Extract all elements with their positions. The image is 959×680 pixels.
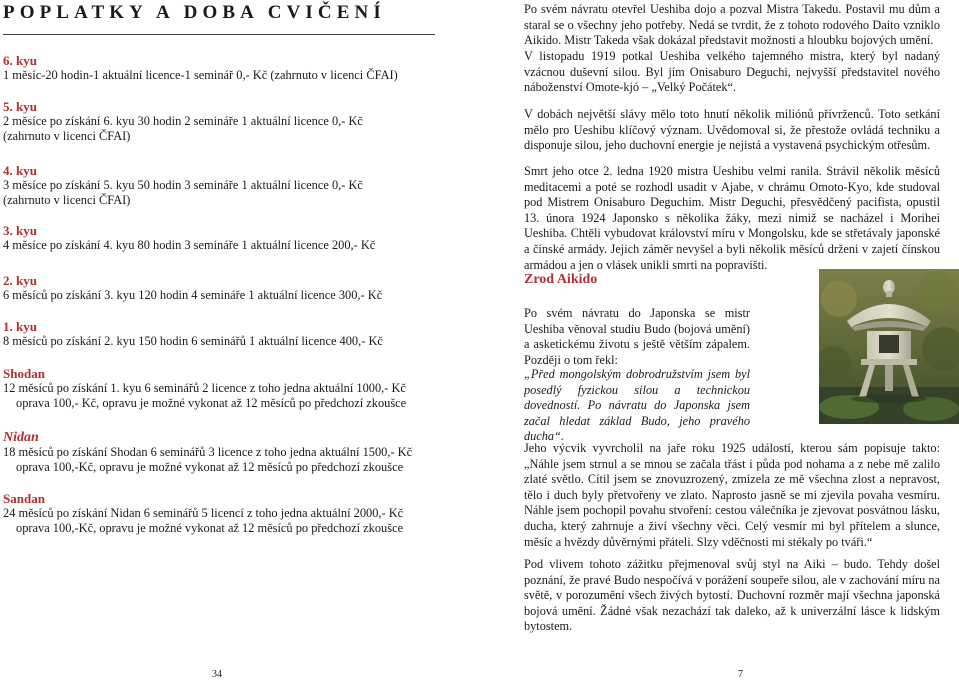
paragraph-2: V listopadu 1919 potkal Ueshiba velkého tajemného mistra, který byl nadaný vzácnou duševní silou. Byl jím Onisaburo Deguchi, nejvyšší představitel nového náboženství Omote-kjó – „Velký Počátek“. bbox=[524, 49, 940, 95]
entry-line: 1 měsíc-20 hodin-1 aktuální licence-1 seminář 0,- Kč (zahrnuto v licenci ČFAI) bbox=[3, 68, 398, 82]
section-subtitle: Zrod Aikido bbox=[524, 272, 598, 287]
entry-sandan bbox=[3, 491, 443, 536]
entry-heading: 5. kyu bbox=[3, 99, 37, 114]
entry-1-kyu bbox=[3, 319, 443, 349]
entry-heading: 2. kyu bbox=[3, 273, 37, 288]
title-divider bbox=[3, 34, 435, 35]
paragraph-7: Pod vlivem tohoto zážitku přejmenoval svůj styl na Aiki – budo. Tehdy došel poznání, že pravé Budo nespočívá v porážení soupeře silou, ale v zachování míru na světě, v porozumění všech živých bytostí. Duchovní rozměr mají všechna japonská bojová umění. Žádné však nezachází tak daleko, až k univerzální lásce k lidským bytostem. bbox=[524, 557, 940, 634]
entry-5-kyu bbox=[3, 99, 443, 144]
entry-line: oprava 100,-Kč, opravu je možné vykonat až 12 měsíců po předchozí zkoušce bbox=[16, 460, 404, 474]
entry-heading: 4. kyu bbox=[3, 163, 37, 178]
paragraph-4: Smrt jeho otce 2. ledna 1920 mistra Ueshibu velmi ranila. Strávil několik měsíců meditacemi a poté se rozhodl usadit v Ajabe, v chrámu Omoto-Kyo, kde studoval pod Mistrem Onisaburo Deguchim. Mistr Deguchi, přesvědčený pacifista, opustil 13. února 1924 Japonsko s několika žáky, mezi nimiž se nacházel i Morihei Ueshiba. Chtěli vybudovat království míru v Mongolsku, kde se střetávaly japonské a čínské armády. Jejich záměr nevyšel a byli několik měsíců drženi v zajetí čínskou armádou a jen o vlásek unikli smrti na popravišti. bbox=[524, 164, 940, 272]
right-page bbox=[480, 0, 959, 680]
entry-line: (zahrnuto v licenci ČFAI) bbox=[3, 193, 131, 207]
entry-heading: 3. kyu bbox=[3, 223, 37, 238]
entry-line: 12 měsíců po získání 1. kyu 6 seminářů 2 licence z toho jedna aktuální 1000,- Kč bbox=[3, 381, 406, 395]
entry-4-kyu bbox=[3, 163, 443, 208]
entry-line: 2 měsíce po získání 6. kyu 30 hodin 2 semináře 1 aktuální licence 0,- Kč bbox=[3, 114, 363, 128]
paragraph-1: Po svém návratu otevřel Ueshiba dojo a pozval Mistra Takedu. Postavil mu dům a staral se o všechny jeho potřeby. Nedá se tvrdit, že z tohoto rodového Daito vzniklo Aikido. Mistr Takeda však dokázal představit možnosti a hloubku bojových umění. bbox=[524, 2, 940, 48]
entry-line: 3 měsíce po získání 5. kyu 50 hodin 3 semináře 1 aktuální licence 0,- Kč bbox=[3, 178, 363, 192]
entry-line: oprava 100,- Kč, opravu je možné vykonat až 12 měsíců po předchozí zkoušce bbox=[16, 396, 407, 410]
stone-lantern-illustration bbox=[819, 269, 959, 424]
entry-heading: Shodan bbox=[3, 366, 45, 381]
entry-shodan bbox=[3, 366, 443, 411]
entry-nidan bbox=[3, 430, 443, 475]
left-page bbox=[0, 0, 470, 680]
paragraph-5: Po svém návratu do Japonska se mistr Ueshiba věnoval studiu Budo (bojová umění) a asketickému životu s ještě větším zápalem. Později o tom řekl: bbox=[524, 306, 750, 367]
entry-line: 8 měsíců po získání 2. kyu 150 hodin 6 seminářů 1 aktuální licence 400,- Kč bbox=[3, 334, 383, 348]
entry-line: oprava 100,-Kč, opravu je možné vykonat až 12 měsíců po předchozí zkoušce bbox=[16, 521, 404, 535]
page-number-right: 7 bbox=[738, 669, 743, 680]
entry-line: 24 měsíců po získání Nidan 6 seminářů 5 licencí z toho jedna aktuální 2000,- Kč bbox=[3, 506, 404, 520]
page-number-left: 34 bbox=[212, 669, 222, 680]
entry-line: 4 měsíce po získání 4. kyu 80 hodin 3 semináře 1 aktuální licence 200,- Kč bbox=[3, 238, 376, 252]
stone-lantern-photo bbox=[819, 269, 959, 424]
quote-paragraph: „Před mongolským dobrodružstvím jsem byl posedlý fyzickou silou a technickou dovedností. Po návratu do Japonska jsem začal hledat základ Budo, jeho pravého ducha“. bbox=[524, 367, 750, 444]
entry-heading: 6. kyu bbox=[3, 53, 37, 68]
entry-line: 6 měsíců po získání 3. kyu 120 hodin 4 semináře 1 aktuální licence 300,- Kč bbox=[3, 288, 383, 302]
paragraph-6: Jeho výcvik vyvrcholil na jaře roku 1925 událostí, kterou sám popisuje takto: „Náhle jsem strnul a se mnou se začala třást i půda pod nohama a z nebe mě zalilo zlaté světlo. Cítil jsem se znovuzrozený, zmizela ze mě všechna zlost a nepravost, tělo i duch byly přetvořeny ve zlato. Naprosto jasně se mi zjevila povaha vesmíru. Náhle jsem pochopil povahu stvoření: cestou válečníka je zjevovat posvátnou lásku, ducha, který zahrnuje a živí všechny věci. Celý vesmír mi byl přítelem a slunce, měsíc a hvězdy důvěrnými přáteli. Slzy vděčnosti mi stékaly po tváři.“ bbox=[524, 441, 940, 549]
entry-3-kyu bbox=[3, 223, 443, 253]
page-title: POPLATKY A DOBA CVIČENÍ bbox=[3, 2, 386, 23]
paragraph-3: V dobách největší slávy mělo toto hnutí několik miliónů přívrženců. Toto setkání mělo pro Ueshibu klíčový význam. Uvědomoval si, že přestože ovládá techniku a disponuje silou, jeho duchovní energie je nejistá a vystavená psychickým otřesům. bbox=[524, 107, 940, 153]
entry-2-kyu bbox=[3, 273, 443, 303]
entry-line: (zahrnuto v licenci ČFAI) bbox=[3, 129, 131, 143]
entry-line: 18 měsíců po získání Shodan 6 seminářů 3 licence z toho jedna aktuální 1500,- Kč bbox=[3, 445, 413, 459]
entry-heading: Sandan bbox=[3, 491, 45, 506]
entry-heading: 1. kyu bbox=[3, 319, 37, 334]
entry-heading: Nidan bbox=[3, 430, 39, 445]
entry-6-kyu bbox=[3, 53, 443, 83]
